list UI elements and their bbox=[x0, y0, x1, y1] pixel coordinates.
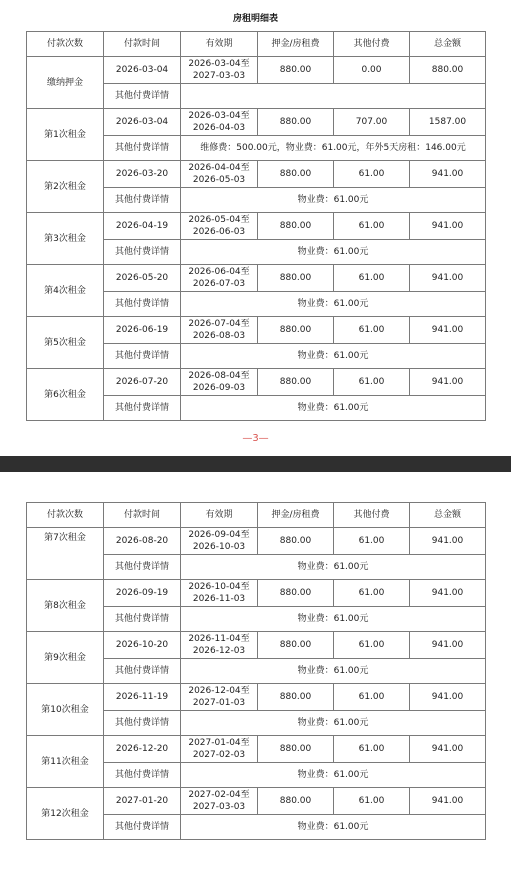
payment-number-cell: 第7次租金 bbox=[27, 528, 104, 580]
period-end: 2026-08-03 bbox=[192, 331, 246, 341]
other-fee-detail-label: 其他付费详情 bbox=[104, 136, 181, 161]
validity-period-cell bbox=[181, 109, 258, 136]
other-fee-cell: 61.00 bbox=[334, 317, 410, 344]
header-deposit-rent: 押金/房租费 bbox=[258, 503, 334, 528]
payment-date-cell: 2026-07-20 bbox=[104, 369, 181, 396]
payment-row bbox=[27, 736, 486, 763]
other-fee-detail-text: 物业费：61.00元 bbox=[181, 555, 486, 580]
payment-row bbox=[27, 788, 486, 815]
other-fee-detail-label: 其他付费详情 bbox=[104, 84, 181, 109]
payment-row bbox=[27, 369, 486, 396]
other-fee-detail-label: 其他付费详情 bbox=[104, 396, 181, 421]
payment-date-cell: 2026-04-19 bbox=[104, 213, 181, 240]
period-end: 2026-09-03 bbox=[192, 383, 246, 393]
payment-number-cell: 缴纳押金 bbox=[27, 57, 104, 109]
other-fee-detail-text: 物业费：61.00元 bbox=[181, 240, 486, 265]
payment-number-cell: 第9次租金 bbox=[27, 632, 104, 684]
other-fee-cell: 707.00 bbox=[334, 109, 410, 136]
rent-amount-cell: 880.00 bbox=[258, 317, 334, 344]
other-fee-detail-label: 其他付费详情 bbox=[104, 763, 181, 788]
other-fee-detail-text: 物业费：61.00元 bbox=[181, 659, 486, 684]
rent-amount-cell: 880.00 bbox=[258, 213, 334, 240]
rent-amount-cell: 880.00 bbox=[258, 632, 334, 659]
payment-number-cell: 第5次租金 bbox=[27, 317, 104, 369]
payment-row bbox=[27, 317, 486, 344]
period-start: 2026-09-04至 bbox=[188, 530, 250, 540]
payment-row bbox=[27, 161, 486, 188]
payment-number-cell: 第8次租金 bbox=[27, 580, 104, 632]
period-end: 2026-10-03 bbox=[192, 542, 246, 552]
other-fee-detail-label: 其他付费详情 bbox=[104, 240, 181, 265]
other-fee-detail-text: 物业费：61.00元 bbox=[181, 344, 486, 369]
payment-number-cell: 第12次租金 bbox=[27, 788, 104, 840]
validity-period-cell bbox=[181, 580, 258, 607]
validity-period-cell bbox=[181, 161, 258, 188]
total-amount-cell: 941.00 bbox=[410, 684, 486, 711]
payment-date-cell: 2026-09-19 bbox=[104, 580, 181, 607]
payment-row bbox=[27, 109, 486, 136]
rent-amount-cell: 880.00 bbox=[258, 369, 334, 396]
other-fee-cell: 61.00 bbox=[334, 161, 410, 188]
header-total-amount: 总金额 bbox=[410, 503, 486, 528]
payment-row bbox=[27, 265, 486, 292]
payment-date-cell: 2026-08-20 bbox=[104, 528, 181, 555]
payment-row bbox=[27, 57, 486, 84]
period-start: 2026-06-04至 bbox=[188, 267, 250, 277]
other-fee-detail-label: 其他付费详情 bbox=[104, 555, 181, 580]
rent-amount-cell: 880.00 bbox=[258, 265, 334, 292]
payment-date-cell: 2026-03-04 bbox=[104, 57, 181, 84]
table-header-row bbox=[27, 503, 486, 528]
other-fee-detail-label: 其他付费详情 bbox=[104, 607, 181, 632]
header-total-amount: 总金额 bbox=[410, 32, 486, 57]
header-validity-period: 有效期 bbox=[181, 32, 258, 57]
payment-date-cell: 2026-12-20 bbox=[104, 736, 181, 763]
other-fee-detail-label: 其他付费详情 bbox=[104, 711, 181, 736]
other-fee-cell: 61.00 bbox=[334, 528, 410, 555]
payment-number-cell: 第4次租金 bbox=[27, 265, 104, 317]
period-end: 2027-03-03 bbox=[192, 71, 246, 81]
validity-period-cell bbox=[181, 736, 258, 763]
period-end: 2026-05-03 bbox=[192, 175, 246, 185]
rent-amount-cell: 880.00 bbox=[258, 788, 334, 815]
other-fee-detail-text bbox=[181, 84, 486, 109]
period-end: 2026-07-03 bbox=[192, 279, 246, 289]
payment-row bbox=[27, 684, 486, 711]
total-amount-cell: 941.00 bbox=[410, 632, 486, 659]
period-start: 2027-01-04至 bbox=[188, 738, 250, 748]
payment-number-cell: 第11次租金 bbox=[27, 736, 104, 788]
rent-amount-cell: 880.00 bbox=[258, 684, 334, 711]
rent-amount-cell: 880.00 bbox=[258, 528, 334, 555]
total-amount-cell: 941.00 bbox=[410, 265, 486, 292]
header-payment-number: 付款次数 bbox=[27, 503, 104, 528]
header-payment-date: 付款时间 bbox=[104, 503, 181, 528]
other-fee-cell: 61.00 bbox=[334, 580, 410, 607]
other-fee-cell: 61.00 bbox=[334, 684, 410, 711]
table-header-row bbox=[27, 32, 486, 57]
validity-period-cell bbox=[181, 57, 258, 84]
payment-date-cell: 2026-03-20 bbox=[104, 161, 181, 188]
other-fee-detail-label: 其他付费详情 bbox=[104, 815, 181, 840]
header-payment-date: 付款时间 bbox=[104, 32, 181, 57]
validity-period-cell bbox=[181, 528, 258, 555]
total-amount-cell: 941.00 bbox=[410, 161, 486, 188]
period-end: 2026-12-03 bbox=[192, 646, 246, 656]
period-start: 2026-08-04至 bbox=[188, 371, 250, 381]
period-end: 2027-02-03 bbox=[192, 750, 246, 760]
payment-date-cell: 2026-06-19 bbox=[104, 317, 181, 344]
period-end: 2027-03-03 bbox=[192, 802, 246, 812]
other-fee-detail-text: 物业费：61.00元 bbox=[181, 292, 486, 317]
payment-row bbox=[27, 632, 486, 659]
other-fee-cell: 61.00 bbox=[334, 265, 410, 292]
payment-date-cell: 2026-05-20 bbox=[104, 265, 181, 292]
rent-amount-cell: 880.00 bbox=[258, 161, 334, 188]
other-fee-detail-text: 物业费：61.00元 bbox=[181, 763, 486, 788]
period-start: 2026-04-04至 bbox=[188, 163, 250, 173]
total-amount-cell: 941.00 bbox=[410, 369, 486, 396]
other-fee-cell: 0.00 bbox=[334, 57, 410, 84]
payment-date-cell: 2026-03-04 bbox=[104, 109, 181, 136]
page-separator bbox=[0, 456, 511, 472]
payment-number-cell: 第10次租金 bbox=[27, 684, 104, 736]
document-page-2 bbox=[0, 472, 511, 875]
total-amount-cell: 941.00 bbox=[410, 736, 486, 763]
total-amount-cell: 941.00 bbox=[410, 788, 486, 815]
other-fee-detail-text: 物业费：61.00元 bbox=[181, 711, 486, 736]
period-start: 2027-02-04至 bbox=[188, 790, 250, 800]
payment-date-cell: 2026-10-20 bbox=[104, 632, 181, 659]
validity-period-cell bbox=[181, 369, 258, 396]
other-fee-detail-text: 物业费：61.00元 bbox=[181, 607, 486, 632]
total-amount-cell: 1587.00 bbox=[410, 109, 486, 136]
total-amount-cell: 880.00 bbox=[410, 57, 486, 84]
validity-period-cell bbox=[181, 788, 258, 815]
validity-period-cell bbox=[181, 632, 258, 659]
page-number: —3— bbox=[242, 433, 269, 444]
period-start: 2026-11-04至 bbox=[188, 634, 250, 644]
period-start: 2026-07-04至 bbox=[188, 319, 250, 329]
other-fee-cell: 61.00 bbox=[334, 736, 410, 763]
other-fee-detail-label: 其他付费详情 bbox=[104, 344, 181, 369]
total-amount-cell: 941.00 bbox=[410, 317, 486, 344]
payment-row bbox=[27, 213, 486, 240]
total-amount-cell: 941.00 bbox=[410, 213, 486, 240]
period-start: 2026-03-04至 bbox=[188, 59, 250, 69]
payment-row bbox=[27, 528, 486, 555]
total-amount-cell: 941.00 bbox=[410, 580, 486, 607]
other-fee-cell: 61.00 bbox=[334, 788, 410, 815]
period-start: 2026-03-04至 bbox=[188, 111, 250, 121]
other-fee-cell: 61.00 bbox=[334, 369, 410, 396]
header-deposit-rent: 押金/房租费 bbox=[258, 32, 334, 57]
other-fee-detail-label: 其他付费详情 bbox=[104, 292, 181, 317]
payment-number-cell: 第3次租金 bbox=[27, 213, 104, 265]
header-payment-number: 付款次数 bbox=[27, 32, 104, 57]
period-start: 2026-10-04至 bbox=[188, 582, 250, 592]
rent-detail-table-page-1 bbox=[26, 31, 486, 421]
validity-period-cell bbox=[181, 317, 258, 344]
validity-period-cell bbox=[181, 265, 258, 292]
period-start: 2026-12-04至 bbox=[188, 686, 250, 696]
validity-period-cell bbox=[181, 684, 258, 711]
other-fee-detail-label: 其他付费详情 bbox=[104, 188, 181, 213]
validity-period-cell bbox=[181, 213, 258, 240]
header-other-fees: 其他付费 bbox=[334, 32, 410, 57]
rent-amount-cell: 880.00 bbox=[258, 57, 334, 84]
document-title: 房租明细表 bbox=[232, 14, 278, 24]
header-other-fees: 其他付费 bbox=[334, 503, 410, 528]
payment-number-cell: 第6次租金 bbox=[27, 369, 104, 421]
payment-number-cell: 第2次租金 bbox=[27, 161, 104, 213]
period-end: 2026-11-03 bbox=[192, 594, 246, 604]
total-amount-cell: 941.00 bbox=[410, 528, 486, 555]
other-fee-detail-text: 物业费：61.00元 bbox=[181, 815, 486, 840]
other-fee-detail-text: 物业费：61.00元 bbox=[181, 396, 486, 421]
period-end: 2026-04-03 bbox=[192, 123, 246, 133]
rent-amount-cell: 880.00 bbox=[258, 580, 334, 607]
period-start: 2026-05-04至 bbox=[188, 215, 250, 225]
other-fee-detail-label: 其他付费详情 bbox=[104, 659, 181, 684]
payment-row bbox=[27, 580, 486, 607]
other-fee-detail-text: 物业费：61.00元 bbox=[181, 188, 486, 213]
rent-amount-cell: 880.00 bbox=[258, 736, 334, 763]
payment-date-cell: 2027-01-20 bbox=[104, 788, 181, 815]
period-end: 2027-01-03 bbox=[192, 698, 246, 708]
payment-number-cell: 第1次租金 bbox=[27, 109, 104, 161]
rent-amount-cell: 880.00 bbox=[258, 109, 334, 136]
other-fee-detail-text: 维修费：500.00元，物业费：61.00元，年外5天房租：146.00元 bbox=[181, 136, 486, 161]
payment-date-cell: 2026-11-19 bbox=[104, 684, 181, 711]
rent-detail-table-page-2 bbox=[26, 502, 486, 840]
other-fee-cell: 61.00 bbox=[334, 632, 410, 659]
header-validity-period: 有效期 bbox=[181, 503, 258, 528]
period-end: 2026-06-03 bbox=[192, 227, 246, 237]
other-fee-cell: 61.00 bbox=[334, 213, 410, 240]
